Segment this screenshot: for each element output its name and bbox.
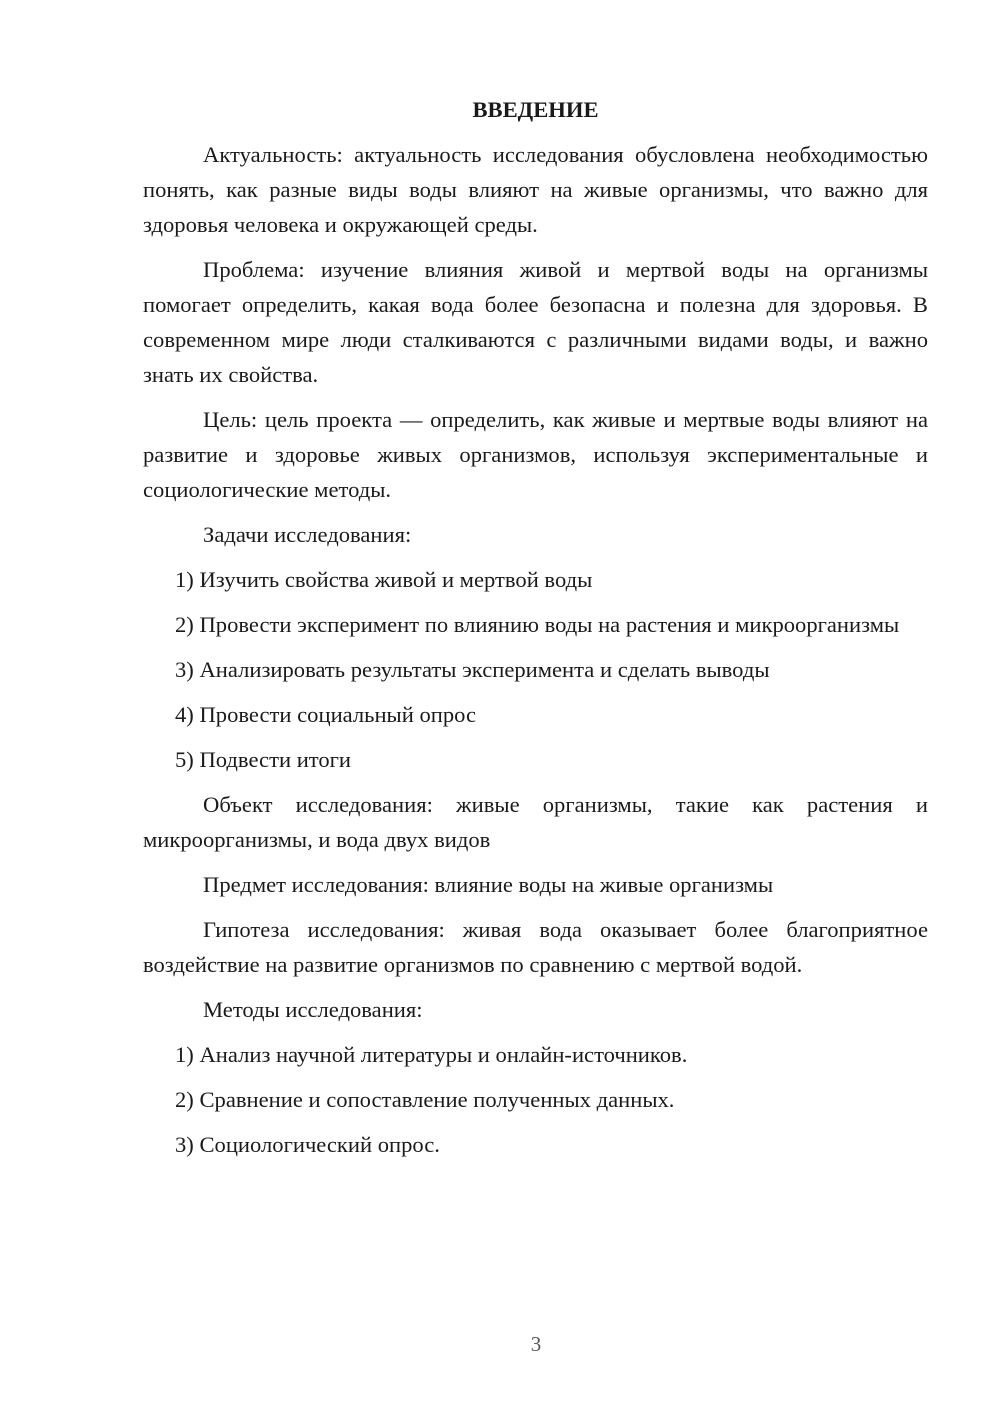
task-item: 2) Провести эксперимент по влиянию воды на растения и микроорганизмы xyxy=(175,612,900,637)
page-number: 3 xyxy=(530,1332,542,1356)
object-paragraph: Объект исследования: живые организмы, такие как растения и микроорганизмы, и вода двух видов xyxy=(143,792,928,852)
problem-paragraph: Проблема: изучение влияния живой и мертвой воды на организмы помогает определить, какая вода более безопасна и полезна для здоровья. В современном мире люди сталкиваются с различными видами воды, и важно знать их свойства. xyxy=(143,257,928,387)
method-item: 3) Социологический опрос. xyxy=(175,1132,440,1157)
hypothesis-paragraph: Гипотеза исследования: живая вода оказывает более благоприятное воздействие на развитие организмов по сравнению с мертвой водой. xyxy=(143,917,928,977)
method-item: 2) Сравнение и сопоставление полученных данных. xyxy=(175,1087,675,1112)
task-item: 5) Подвести итоги xyxy=(175,747,352,772)
goal-paragraph: Цель: цель проекта — определить, как живые и мертвые воды влияют на развитие и здоровье живых организмов, используя экспериментальные и социологические методы. xyxy=(143,407,928,502)
subject-paragraph: Предмет исследования: влияние воды на живые организмы xyxy=(203,872,774,897)
task-item: 4) Провести социальный опрос xyxy=(175,702,477,727)
task-item: 1) Изучить свойства живой и мертвой воды xyxy=(175,567,593,592)
method-item: 1) Анализ научной литературы и онлайн-источников. xyxy=(175,1042,688,1067)
relevance-paragraph: Актуальность: актуальность исследования обусловлена необходимостью понять, как разные виды воды влияют на живые организмы, что важно для здоровья человека и окружающей среды. xyxy=(143,142,928,237)
page-content xyxy=(143,92,928,1172)
task-item: 3) Анализировать результаты эксперимента и сделать выводы xyxy=(175,657,770,682)
methods-heading: Методы исследования: xyxy=(203,997,423,1022)
tasks-heading: Задачи исследования: xyxy=(203,522,412,547)
page-title: ВВЕДЕНИЕ xyxy=(472,97,599,122)
